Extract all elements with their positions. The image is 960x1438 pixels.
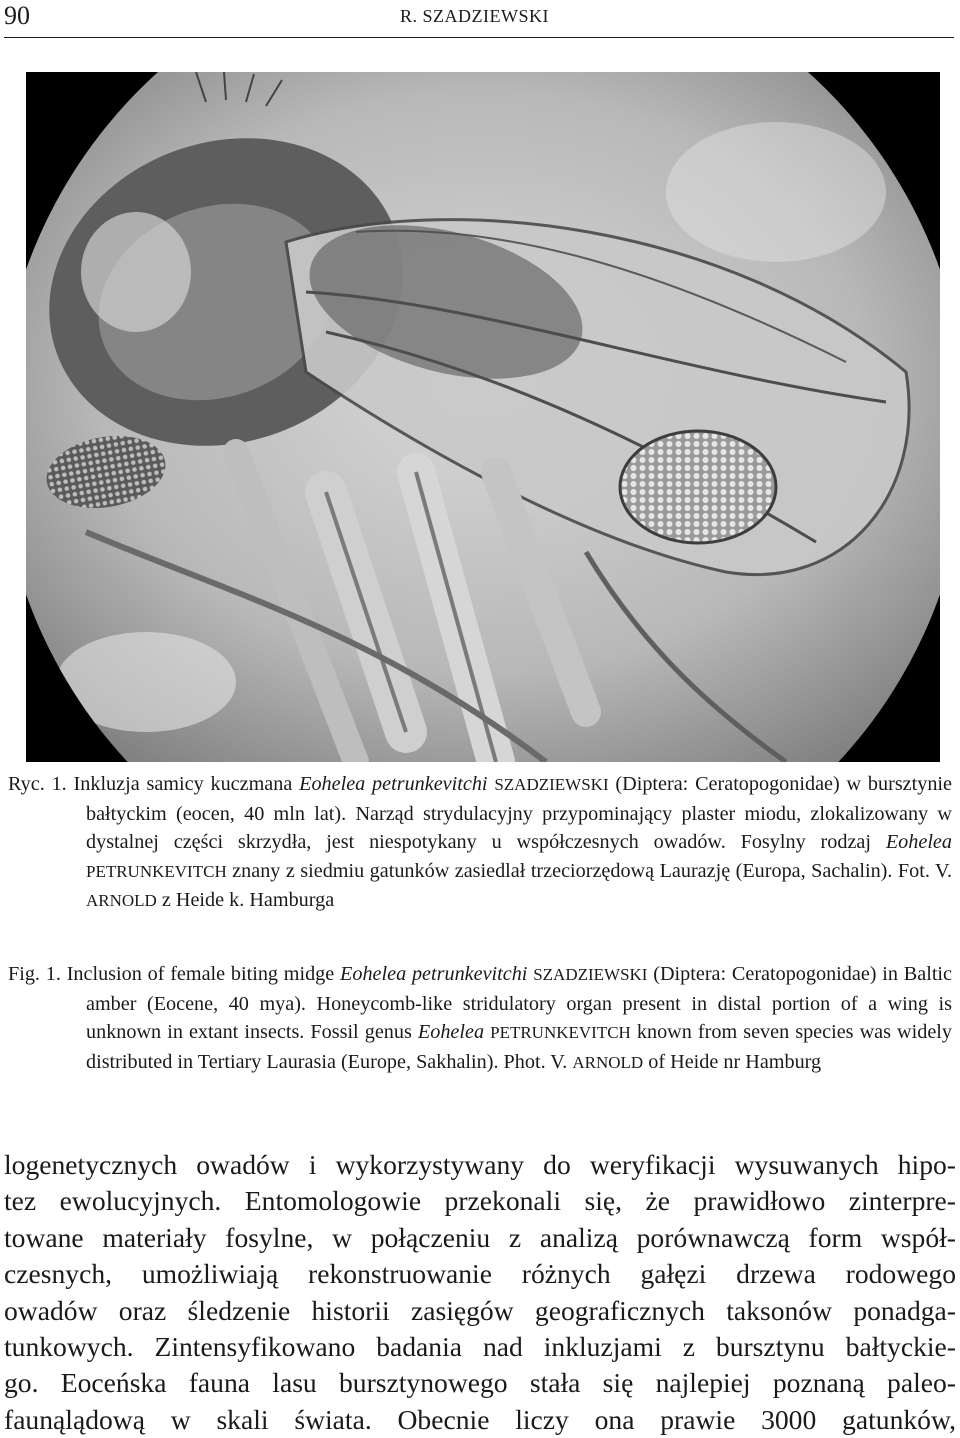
figure-caption-polish: Ryc. 1. Inkluzja samicy kuczmana Eohelea petrunkevitchi SZADZIEWSKI (Diptera: Ceratopogonidae) w bursztynie bałtyckim (eocen, 40 mln lat). Narząd strydulacyjny przypominający plaster miodu, zlokalizowany w dystalnej części skrzydła, jest niespotykany u współczesnych owadów. Fosylny rodzaj Eohelea PETRUNKEVITCH znany z siedmiu gatunków zasiedlał trzeciorzędową Laurazję (Europa, Sachalin). Fot. V. ARNOLD z Heide k. Hamburga <box>8 773 953 912</box>
author-name: PETRUNKEVITCH <box>86 861 227 881</box>
author-name: SZADZIEWSKI <box>494 775 609 794</box>
body-line: owadów oraz śledzenie historii zasięgów geograficznych taksonów ponadga- <box>4 1294 956 1326</box>
caption-label: Ryc. 1. <box>8 773 67 795</box>
running-head <box>400 6 549 27</box>
amber-inclusion-photo <box>26 72 940 762</box>
body-line: tunkowych. Zintensyfikowano badania nad inkluzjami z bursztynu bałtyckie- <box>4 1331 956 1363</box>
body-line: tez ewolucyjnych. Entomologowie przekonali się, że prawidłowo zinterpre- <box>4 1185 956 1217</box>
author-name: ARNOLD <box>572 1052 644 1072</box>
caption-label: Fig. 1. <box>8 963 61 985</box>
page-header <box>0 0 960 40</box>
figure-caption-english: Fig. 1. Inclusion of female biting midge Eohelea petrunkevitchi SZADZIEWSKI (Diptera: Ceratopogonidae) in Baltic amber (Eocene, 40 mya). Honeycomb-like stridulatory organ present in distal portion of a wing is unknown in extant insects. Fossil genus Eohelea PETRUNKEVITCH known from seven species was widely distributed in Tertiary Laurasia (Europe, Sakhalin). Phot. V. ARNOLD of Heide nr Hamburg <box>8 963 952 1073</box>
page-number: 90 <box>4 1 30 30</box>
author-name: ARNOLD <box>86 891 157 911</box>
insect-photo-illustration <box>26 72 940 762</box>
header-rule <box>4 37 954 38</box>
body-paragraph <box>4 1147 956 1438</box>
running-head-author: SZADZIEWSKI <box>422 6 549 26</box>
genus-name: Eohelea <box>885 831 952 854</box>
author-name: PETRUNKEVITCH <box>490 1023 631 1043</box>
author-name: SZADZIEWSKI <box>533 965 648 984</box>
body-line: towane materiały fosylne, w połączeniu z analizą porównawczą form współ- <box>4 1221 956 1253</box>
body-line: faunąlądową w skali świata. Obecnie liczy ona prawie 3000 gatunków, <box>4 1403 956 1435</box>
body-line: czesnych, umożliwiają rekonstruowanie różnych gałęzi drzewa rodowego <box>4 1258 956 1290</box>
body-line: go. Eoceńska fauna lasu bursztynowego stała się najlepiej poznaną paleo- <box>4 1367 956 1399</box>
species-name: Eohelea petrunkevitchi <box>340 963 528 985</box>
body-line: logenetycznych owadów i wykorzystywany do weryfikacji wysuwanych hipo- <box>4 1149 956 1180</box>
running-head-initial: R. <box>400 6 418 26</box>
genus-name: Eohelea <box>417 1021 485 1044</box>
species-name: Eohelea petrunkevitchi <box>299 773 488 795</box>
